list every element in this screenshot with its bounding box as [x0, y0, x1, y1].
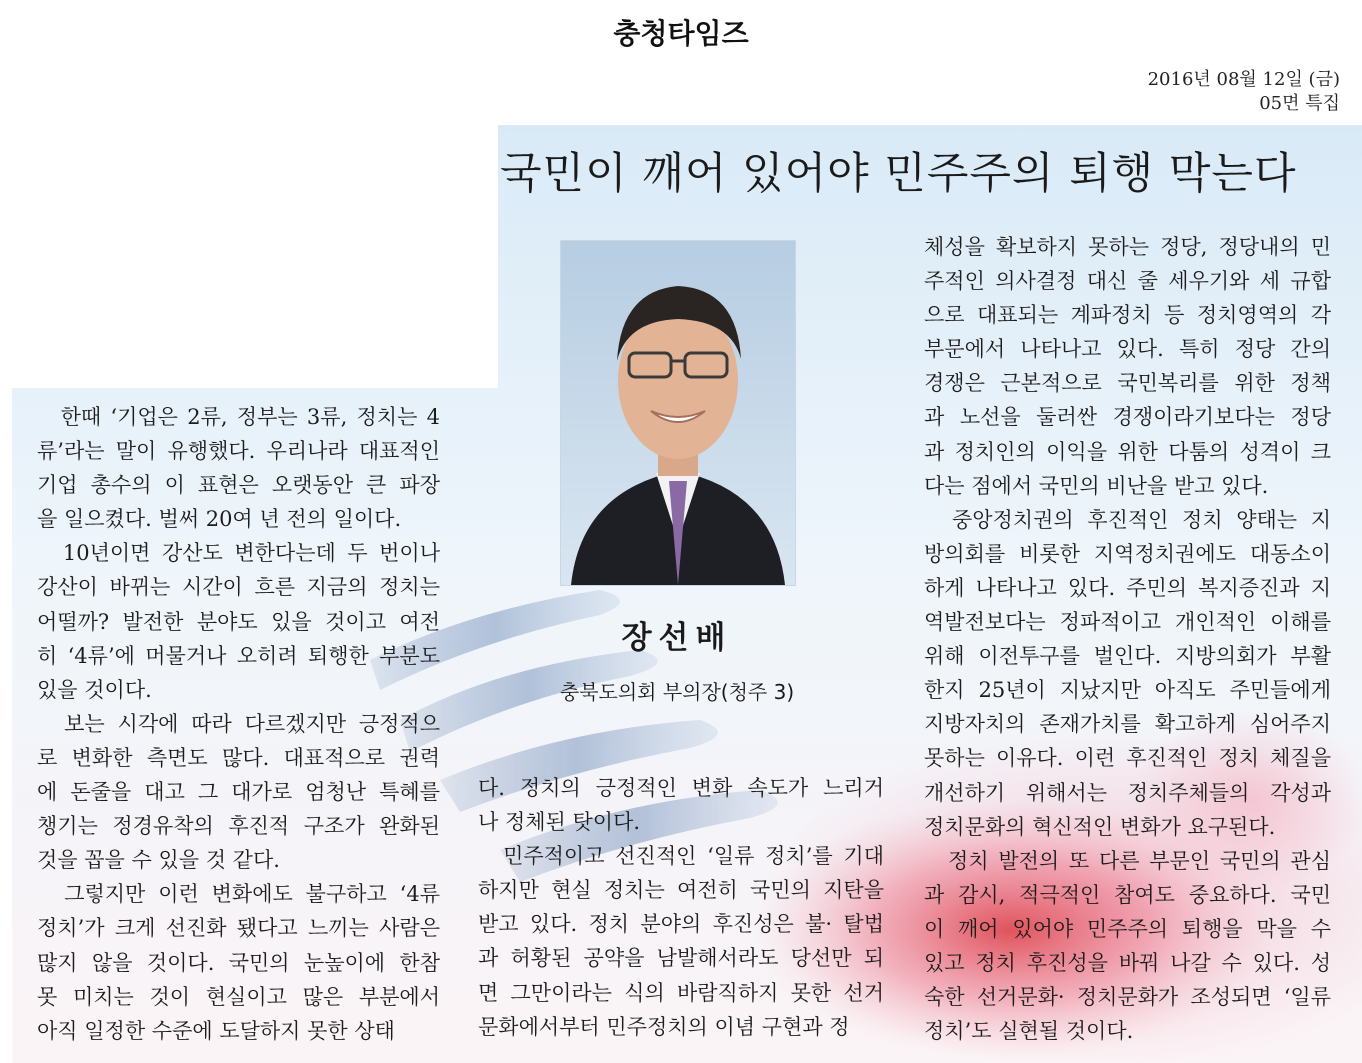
article-line: 위해 이전투구를 벌인다. 지방의회가 부활: [924, 644, 1331, 669]
article-line: 다. 정치의 긍정적인 변화 속도가 느리거: [478, 776, 884, 800]
article-line: 에 돈줄을 대고 그 대가로 엄청난 특혜를: [37, 780, 440, 805]
article-line: 챙기는 정경유착의 후진적 구조가 완화된: [37, 814, 440, 839]
article-line: 면 그만이라는 식의 바람직하지 못한 선거: [478, 980, 884, 1005]
article-line: 문화에서부터 민주정치의 이념 구현과 정: [478, 1014, 850, 1039]
article-line: 정치문화의 혁신적인 변화가 요구된다.: [924, 814, 1276, 839]
article-line: 어떨까? 발전한 분야도 있을 것이고 여전: [37, 609, 440, 634]
article-line: 보는 시각에 따라 다르겠지만 긍정적으: [37, 711, 440, 736]
article-line: 역발전보다는 정파적이고 개인적인 이해를: [924, 610, 1331, 635]
article-line: 강산이 바뀌는 시간이 흐른 지금의 정치는: [37, 575, 440, 600]
article-line: 숙한 선거문화· 정치문화가 조성되면 ‘일류: [924, 985, 1331, 1010]
article-line: 받고 있다. 정치 분야의 후진성은 불· 탈법: [478, 912, 884, 937]
article-line: 지방자치의 존재가치를 확고하게 심어주지: [924, 712, 1331, 737]
article-line: 것을 꼽을 수 있을 것 같다.: [37, 848, 280, 873]
article-line: 과 정치인의 이익을 위한 다툼의 성격이 크: [924, 439, 1331, 464]
article-line: 많지 않을 것이다. 국민의 눈높이에 한참: [37, 950, 440, 975]
article-line: 방의회를 비롯한 지역정치권에도 대동소이: [924, 541, 1331, 566]
article-line: 한때 ‘기업은 2류, 정부는 3류, 정치는 4: [37, 405, 440, 429]
article-line: 하게 나타나고 있다. 주민의 복지증진과 지: [924, 575, 1331, 600]
article-line: 정치’가 크게 선진화 됐다고 느끼는 사람은: [37, 916, 440, 941]
article-line: 류’라는 말이 유행했다. 우리나라 대표적인: [37, 439, 440, 464]
article-line: 그렇지만 이런 변화에도 불구하고 ‘4류: [37, 882, 440, 907]
author-name: 장선배: [621, 620, 733, 656]
article-headline: 국민이 깨어 있어야 민주주의 퇴행 막는다: [500, 149, 1297, 199]
article-line: 을 일으켰다. 벌써 20여 년 전의 일이다.: [37, 507, 402, 532]
article-line: 경쟁은 근본적으로 국민복리를 위한 정책: [924, 371, 1331, 396]
article-line: 하지만 현실 정치는 여전히 국민의 지탄을: [478, 878, 884, 903]
publish-date: 2016년 08월 12일 (금): [1147, 69, 1340, 90]
article-line: 못하는 이유다. 이런 후진적인 정치 체질을: [924, 746, 1331, 771]
article-line: 이 깨어 있어야 민주주의 퇴행을 막을 수: [924, 916, 1331, 941]
newspaper-name: 충청타임즈: [613, 17, 749, 50]
article-line: 과 노선을 둘러싼 경쟁이라기보다는 정당: [924, 405, 1331, 430]
article-line: 정치 발전의 또 다른 부문인 국민의 관심: [924, 848, 1331, 873]
article-line: 체성을 확보하지 못하는 정당, 정당내의 민: [924, 235, 1331, 259]
article-line: 개선하기 위해서는 정치주체들의 각성과: [924, 780, 1331, 805]
article-column-2: [478, 771, 884, 1044]
article-line: 주적인 의사결정 대신 줄 세우기와 세 규합: [924, 269, 1331, 294]
article-line: 나 정체된 탓이다.: [478, 810, 641, 835]
article-line: 과 허황된 공약을 남발해서라도 당선만 되: [478, 946, 884, 971]
article-column-1: [37, 400, 440, 1048]
article-line: 아직 일정한 수준에 도달하지 못한 상태: [37, 1018, 395, 1043]
article-line: 기업 총수의 이 표현은 오랫동안 큰 파장: [37, 473, 440, 498]
article-line: 로 변화한 측면도 많다. 대표적으로 권력: [37, 745, 440, 770]
article-column-3: [924, 230, 1331, 1048]
article-line: 다는 점에서 국민의 비난을 받고 있다.: [924, 473, 1269, 498]
author-photo: [560, 240, 796, 586]
article-line: 히 ‘4류’에 머물거나 오히려 퇴행한 부분도: [37, 643, 440, 668]
article-line: 과 감시, 적극적인 참여도 중요하다. 국민: [924, 882, 1331, 907]
article-line: 10년이면 강산도 변한다는데 두 번이나: [37, 541, 440, 566]
article-line: 중앙정치권의 후진적인 정치 양태는 지: [924, 507, 1331, 532]
author-title: 충북도의회 부의장(청주 3): [559, 680, 795, 704]
article-line: 있고 정치 후진성을 바꿔 나갈 수 있다. 성: [924, 950, 1331, 975]
article-line: 부문에서 나타나고 있다. 특히 정당 간의: [924, 337, 1331, 362]
dateline: [1148, 68, 1340, 116]
article-line: 으로 대표되는 계파정치 등 정치영역의 각: [924, 303, 1331, 328]
article-line: 있을 것이다.: [37, 677, 152, 702]
article-line: 한지 25년이 지났지만 아직도 주민들에게: [924, 678, 1331, 703]
article-line: 못 미치는 것이 현실이고 많은 부분에서: [37, 984, 440, 1009]
article-line: 민주적이고 선진적인 ‘일류 정치’를 기대: [478, 844, 884, 869]
page-section: 05면 특집: [1259, 93, 1340, 114]
article-line: 정치’도 실현될 것이다.: [924, 1019, 1134, 1044]
